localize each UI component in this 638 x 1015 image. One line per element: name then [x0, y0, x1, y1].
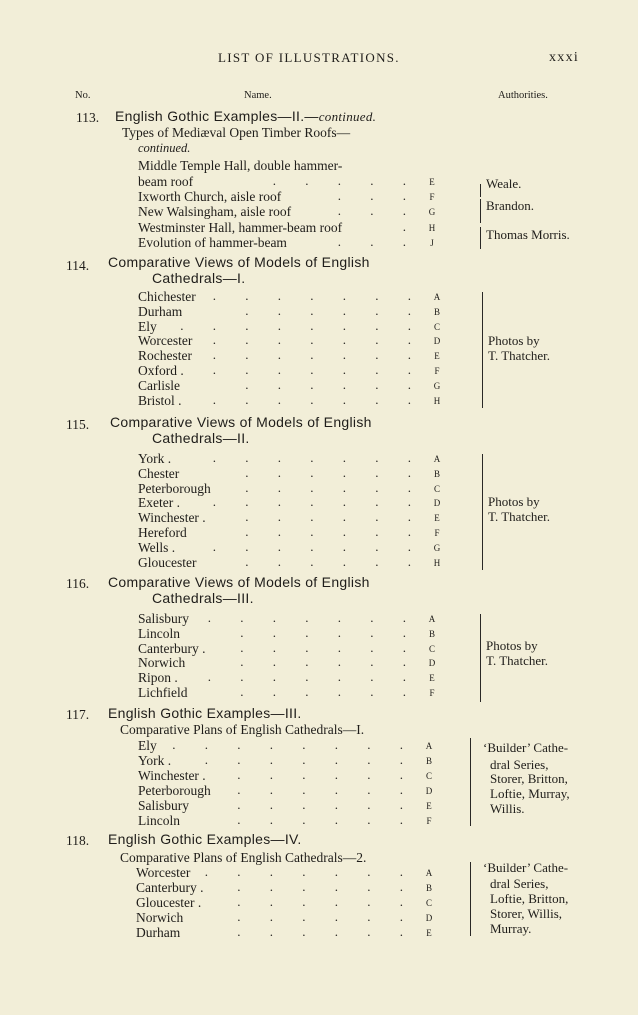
item-letter: A — [433, 292, 441, 302]
item-name: York . — [138, 451, 172, 466]
brace — [480, 199, 481, 223]
item-letter: D — [433, 498, 441, 509]
authority: ‘Builder’ Cathe- — [483, 860, 569, 875]
dot-leader: . . . — [337, 188, 419, 204]
item-letter: G — [433, 380, 441, 391]
item-name: Worcester — [138, 333, 193, 349]
item-letter: F — [429, 688, 435, 698]
page-number: xxxi — [549, 50, 580, 65]
item-name: Winchester . — [138, 510, 206, 526]
item-letter: F — [434, 366, 440, 376]
item-letter: D — [425, 913, 433, 923]
item-name: Chichester — [138, 289, 196, 304]
item-name: Oxford . — [138, 363, 184, 378]
subsection-title: Comparative Plans of English Cathedrals—I. — [120, 722, 365, 737]
section-title-cont: Cathedrals—I. — [152, 270, 246, 286]
item-letter: H — [428, 222, 436, 233]
item-name: Ixworth Church, aisle roof — [138, 189, 282, 205]
dot-leader: . . . . . . — [245, 376, 424, 392]
item-letter: A — [425, 868, 433, 878]
item-letter: D — [428, 658, 436, 669]
item-name: Chester — [138, 465, 180, 481]
brace — [470, 862, 471, 936]
item-name: Lichfield — [138, 685, 188, 700]
item-letter: C — [425, 771, 432, 781]
dot-leader: . . . . . . — [237, 909, 416, 924]
item-name: Gloucester . — [136, 895, 202, 910]
item-letter: G — [428, 207, 436, 218]
item-letter: H — [433, 395, 441, 406]
dot-leader: . . . . . . — [245, 524, 424, 539]
authority: T. Thatcher. — [486, 653, 548, 668]
item-name: Norwich — [138, 655, 186, 671]
dot-leader: . . . . . . . — [207, 669, 419, 685]
item-name: Norwich — [136, 910, 184, 925]
item-name: York . — [138, 753, 172, 768]
item-name: Salisbury — [138, 611, 190, 626]
authority: Loftie, Murray, — [490, 786, 570, 801]
dot-leader: . . . . . . . — [212, 347, 424, 363]
authority: ‘Builder’ Cathe- — [483, 740, 569, 755]
item-name: Lincoln — [138, 813, 180, 828]
item-name: Durham — [136, 925, 181, 940]
item-letter: E — [434, 513, 440, 524]
brace — [470, 738, 471, 826]
dot-leader: . . . . . . — [245, 479, 424, 495]
item-name: Wells . — [138, 539, 176, 555]
dot-leader: . . . . . . — [245, 553, 424, 569]
entry-number: 118. — [66, 833, 90, 848]
item-letter: C — [428, 643, 435, 654]
subsection-continued: continued. — [138, 141, 191, 155]
section-title: Comparative Views of Models of English — [108, 254, 370, 270]
item-letter: E — [429, 673, 435, 684]
dot-leader: . . . . . . — [237, 767, 416, 782]
dot-leader: . . . . . . . — [204, 864, 416, 879]
item-name: Gloucester — [138, 554, 197, 570]
authority: T. Thatcher. — [488, 348, 550, 363]
item-letter: D — [433, 336, 441, 347]
item-letter: F — [426, 816, 432, 826]
entry-number: 117. — [66, 707, 90, 722]
section-title: English Gothic Examples—III. — [108, 705, 302, 721]
item-name: Bristol . — [138, 392, 182, 408]
item-letter: C — [433, 321, 440, 332]
subsection-title: Types of Mediæval Open Timber Roofs— — [122, 125, 351, 140]
item-letter: D — [425, 786, 433, 796]
item-name: Durham — [138, 303, 183, 319]
dot-leader: . . . . . . — [237, 812, 416, 827]
entry-number: 114. — [66, 258, 90, 273]
item-letter: A — [433, 454, 441, 464]
item-name: Ripon . — [138, 670, 178, 686]
item-name: Westminster Hall, hammer-beam roof — [138, 219, 343, 235]
dot-leader: . . . . . . — [245, 302, 424, 318]
dot-leader: . . . . . — [272, 173, 419, 188]
item-letter: H — [433, 557, 441, 568]
item-letter: C — [433, 483, 440, 494]
item-name: Carlisle — [138, 377, 180, 393]
item-name: Worcester — [136, 865, 191, 880]
item-letter: J — [430, 237, 434, 248]
authority: Storer, Britton, — [490, 771, 568, 786]
item-letter: F — [429, 192, 435, 203]
authority: Loftie, Britton, — [490, 891, 569, 906]
item-letter: B — [433, 468, 440, 479]
item-name: Middle Temple Hall, double hammer- — [138, 158, 343, 173]
dot-leader: . . . . . . . — [212, 362, 424, 377]
authority: Willis. — [490, 801, 525, 816]
section-title: English Gothic Examples—II.—continued. — [115, 108, 377, 124]
item-name: Winchester . — [138, 768, 206, 783]
dot-leader: . . . . . . . — [207, 610, 419, 625]
entry-number: 116. — [66, 576, 90, 591]
item-letter: A — [428, 614, 436, 624]
entry-number: 113. — [76, 110, 100, 125]
item-name: Ely — [138, 318, 157, 334]
brace — [482, 454, 483, 570]
section-title: Comparative Views of Models of English — [110, 414, 372, 430]
column-no: No. — [75, 90, 91, 101]
authority: Photos by — [488, 333, 540, 348]
authority: Photos by — [486, 638, 538, 653]
item-name: Hereford — [138, 525, 187, 540]
subsection-title: Comparative Plans of English Cathedrals—2. — [120, 850, 367, 865]
item-letter: E — [426, 928, 432, 938]
item-letter: A — [425, 741, 433, 751]
authority: dral Series, — [490, 876, 549, 891]
item-name: Salisbury — [138, 798, 190, 813]
dot-leader: . . . . . . . — [212, 494, 424, 510]
item-letter: F — [434, 528, 440, 538]
item-name: Peterborough — [138, 480, 211, 496]
item-letter: E — [426, 801, 432, 811]
authority: Murray. — [490, 921, 532, 936]
item-letter: C — [425, 898, 432, 908]
item-letter: B — [428, 628, 435, 639]
dot-leader: . . . . . . . . — [172, 737, 416, 752]
item-name: Peterborough — [138, 783, 211, 798]
section-title-cont: Cathedrals—II. — [152, 430, 250, 446]
item-letter: G — [433, 542, 441, 553]
dot-leader: . . . . . . . . — [180, 317, 424, 333]
running-title: LIST OF ILLUSTRATIONS. — [218, 50, 400, 65]
dot-leader: . . . — [337, 233, 419, 249]
dot-leader: . . . . . . — [240, 684, 419, 699]
dot-leader: . . . . . . . — [204, 752, 416, 767]
dot-leader: . . . . . . . — [212, 332, 424, 348]
authority: T. Thatcher. — [488, 509, 550, 524]
dot-leader: . . . — [337, 203, 419, 219]
item-name: Evolution of hammer-beam — [138, 234, 287, 250]
dot-leader: . — [402, 218, 419, 234]
dot-leader: . . . . . . — [245, 509, 424, 525]
dot-leader: . . . . . . — [237, 924, 416, 939]
dot-leader: . . . . . . — [240, 624, 419, 640]
item-letter: E — [429, 177, 435, 187]
brace — [480, 227, 481, 249]
dot-leader: . . . . . . — [237, 879, 416, 894]
dot-leader: . . . . . . . — [212, 450, 424, 465]
brace — [480, 614, 481, 702]
section-title: Comparative Views of Models of English — [108, 574, 370, 590]
authority: Photos by — [488, 494, 540, 509]
brace — [480, 184, 481, 197]
column-name: Name. — [244, 90, 272, 101]
item-name: Ely — [138, 738, 157, 753]
item-letter: B — [425, 756, 432, 766]
dot-leader: . . . . . . — [237, 894, 416, 909]
column-authorities: Authorities. — [498, 90, 548, 101]
dot-leader: . . . . . . . — [212, 538, 424, 554]
authority: Storer, Willis, — [490, 906, 563, 921]
section-title-cont: Cathedrals—III. — [152, 590, 254, 606]
dot-leader: . . . . . . . — [212, 288, 424, 303]
item-name: beam roof — [138, 174, 194, 189]
authority: dral Series, — [490, 757, 549, 772]
dot-leader: . . . . . . — [240, 654, 419, 670]
item-name: Canterbury . — [138, 640, 206, 656]
item-name: Rochester — [138, 348, 192, 364]
authority: Brandon. — [486, 198, 535, 213]
item-letter: B — [433, 306, 440, 317]
brace — [482, 292, 483, 408]
dot-leader: . . . . . . — [240, 639, 419, 655]
item-name: Lincoln — [138, 625, 180, 641]
dot-leader: . . . . . . . — [212, 391, 424, 407]
dot-leader: . . . . . . — [237, 797, 416, 812]
item-name: New Walsingham, aisle roof — [138, 204, 292, 220]
item-letter: E — [434, 351, 440, 362]
authority: Thomas Morris. — [486, 227, 570, 242]
item-name: Canterbury . — [136, 880, 204, 895]
section-title: English Gothic Examples—IV. — [108, 831, 302, 847]
entry-number: 115. — [66, 417, 90, 432]
item-name: Exeter . — [138, 495, 180, 511]
dot-leader: . . . . . . — [237, 782, 416, 797]
item-letter: B — [425, 883, 432, 893]
dot-leader: . . . . . . — [245, 464, 424, 480]
authority: Weale. — [486, 176, 522, 191]
